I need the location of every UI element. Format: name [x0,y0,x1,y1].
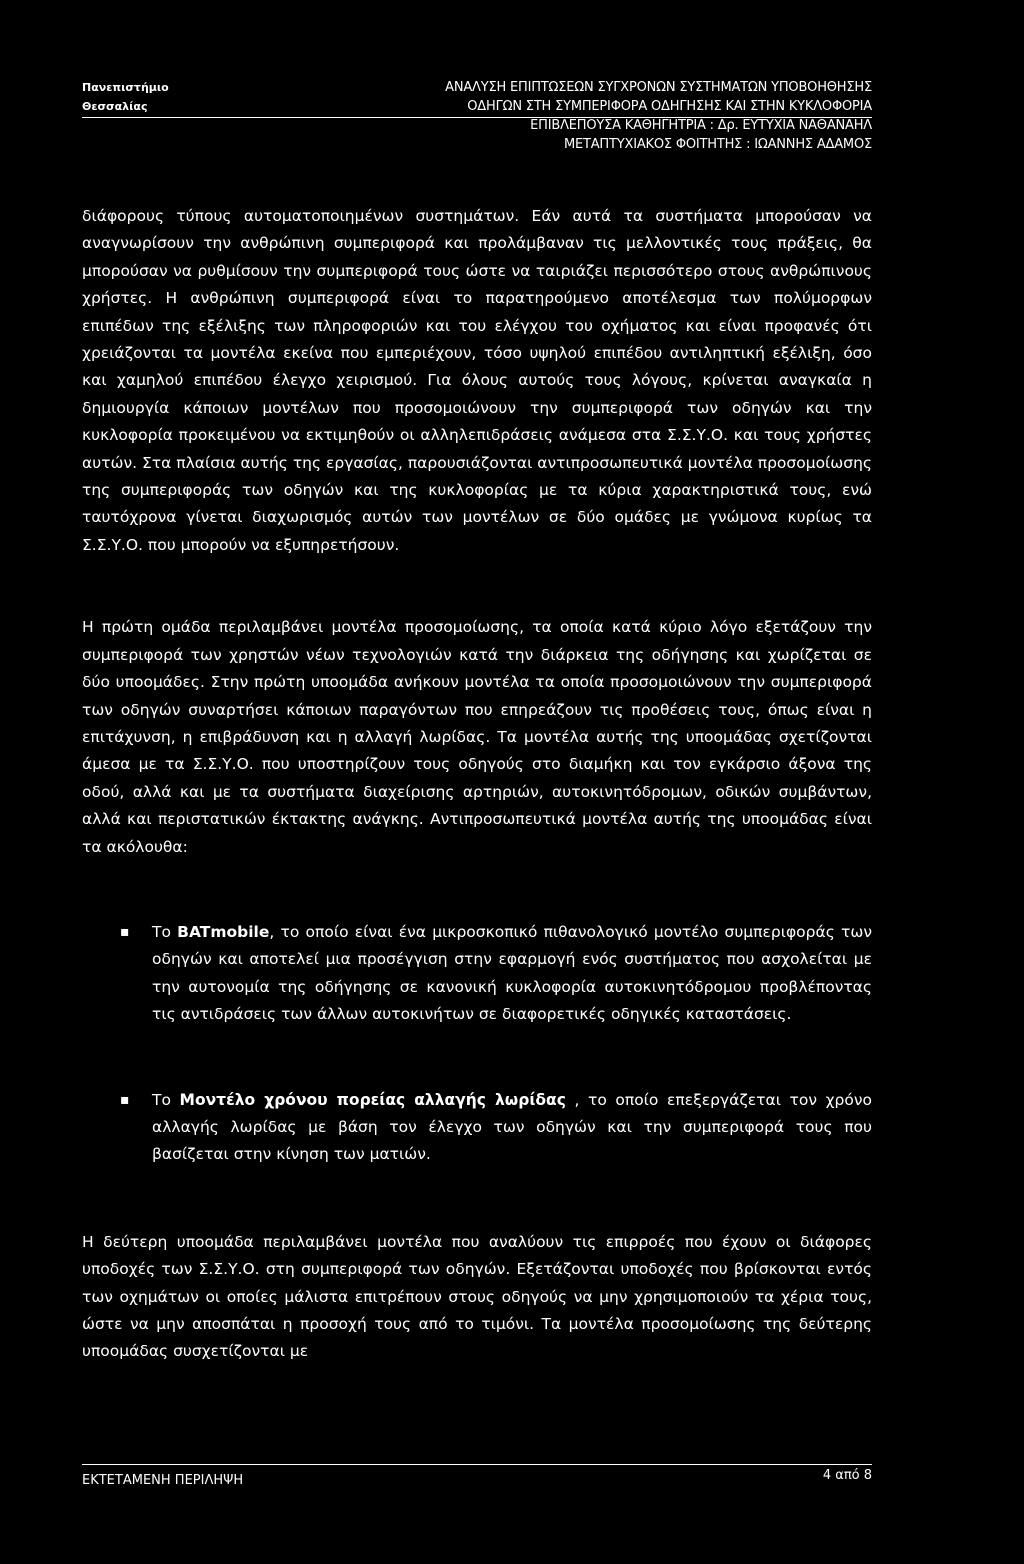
bullet-1-prefix: Το [152,922,178,941]
footer-rule [82,1464,872,1465]
bullet-icon: ▪ [120,1091,130,1108]
header-rule [82,117,872,118]
bullet-2-text: , το οποίο επεξεργάζεται τον χρόνο αλλαγής λωρίδας με βάση τον έλεγχο των οδηγών και την συμπεριφορά τους που βασίζεται στην κίνηση των ματιών. [152,1090,872,1164]
institution-line-1: Πανεπιστήμιο [82,81,169,94]
paragraph-3: Η δεύτερη υποομάδα περιλαμβάνει μοντέλα που αναλύουν τις επιρροές που έχουν οι διάφορες υποδοχές των Σ.Σ.Υ.Ο. στη συμπεριφορά των οδηγών. Εξετάζονται υποδοχές που βρίσκονται εντός των οχημάτων οι οποίες μάλιστα επιτρέπουν στους οδηγούς να μην χρησιμοποιούν τα χέρια τους, ώστε να μην αποσπάται η προσοχή τους από το τιμόνι. Τα μοντέλα προσομοίωσης της δεύτερης υποομάδας συσχετίζονται με [82,1232,872,1361]
body-text [82,203,872,1366]
bullet-1-term: BATmobile [177,922,270,941]
bullet-item-batmobile [82,919,872,1029]
paragraph-2: Η πρώτη ομάδα περιλαμβάνει μοντέλα προσομοίωσης, τα οποία κατά κύριο λόγο εξετάζουν την συμπεριφορά των χρηστών νέων τεχνολογιών κατά την διάρκεια της οδήγησης και χωρίζεται σε δύο υποομάδες. Στην πρώτη υποομάδα ανήκουν μοντέλα τα οποία προσομοιώνουν την συμπεριφορά των οδηγών συναρτήσει κάποιων παραγόντων που επηρεάζουν τις προθέσεις τους, όπως είναι η επιτάχυνση, η επιβράδυνση και η αλλαγή λωρίδας. Τα μοντέλα αυτής της υποομάδας σχετίζονται άμεσα με τα Σ.Σ.Υ.Ο. που υποστηρίζουν τους οδηγούς στο διαμήκη και τον εγκάρσιο άξονα της οδού, αλλά και με τα συστήματα διαχείρισης αρτηριών, αυτοκινητόδρομων, οδικών συμβάντων, αλλά και περιστατικών έκτακτης ανάγκης. Αντιπροσωπευτικά μοντέλα αυτής της υποομάδας είναι τα ακόλουθα: [82,618,872,856]
bullet-icon: ▪ [120,923,130,940]
thesis-title-line-2: ΟΔΗΓΩΝ ΣΤΗ ΣΥΜΠΕΡΙΦΟΡΑ ΟΔΗΓΗΣΗΣ ΚΑΙ ΣΤΗΝ ΚΥΚΛΟΦΟΡΙΑ [467,99,872,114]
running-header [445,78,872,154]
bullet-2-term: Μοντέλο χρόνου πορείας αλλαγής λωρίδας [179,1090,566,1109]
student-line: ΜΕΤΑΠΤΥΧΙΑΚΟΣ ΦΟΙΤΗΤΗΣ : ΙΩΑΝΝΗΣ ΑΔΑΜΟΣ [563,137,872,152]
paragraph-1: διάφορους τύπους αυτοματοποιημένων συστημάτων. Εάν αυτά τα συστήματα μπορούσαν να αναγνωρίσουν την ανθρώπινη συμπεριφορά και προλάμβαναν τις μελλοντικές τους πράξεις, θα μπορούσαν να ρυθμίσουν την συμπεριφορά τους ώστε να ταιριάζει περισσότερο στους ανθρώπινους χρήστες. Η ανθρώπινη συμπεριφορά είναι το παρατηρούμενο αποτέλεσμα των πολύμορφων επιπέδων της εξέλιξης των πληροφοριών και του ελέγχου του οχήματος και είναι προφανές ότι χρειάζονται τα μοντέλα εκείνα που εμπεριέχουν, τόσο υψηλού επιπέδου αντιληπτική εξέλιξη, όσο και χαμηλού επιπέδου έλεγχο χειρισμού. Για όλους αυτούς τους λόγους, κρίνεται αναγκαία η δημιουργία κάποιων μοντέλων που προσομοιώνουν την συμπεριφορά των οδηγών και την κυκλοφορία προκειμένου να εκτιμηθούν οι αλληλεπιδράσεις ανάμεσα στα Σ.Σ.Υ.Ο. και τους χρήστες αυτών. Στα πλαίσια αυτής της εργασίας, παρουσιάζονται αντιπροσωπευτικά μοντέλα προσομοίωσης της συμπεριφοράς των οδηγών και της κυκλοφορίας με τα κύρια χαρακτηριστικά τους, ενώ ταυτόχρονα γίνεται διαχωρισμός αυτών των μοντέλων σε δύο ομάδες με γνώμονα κυρίως τα Σ.Σ.Υ.Ο. που μπορούν να εξυπηρετήσουν. [82,207,873,554]
institution [82,78,169,116]
institution-line-2: Θεσσαλίας [82,100,148,113]
bullet-item-lane-change [82,1087,872,1169]
thesis-title-line-1: ΑΝΑΛΥΣΗ ΕΠΙΠΤΩΣΕΩΝ ΣΥΓΧΡΟΝΩΝ ΣΥΣΤΗΜΑΤΩΝ ΥΠΟΒΟΗΘΗΣΗΣ [445,80,872,95]
bullet-1-text: , το οποίο είναι ένα μικροσκοπικό πιθανολογικό μοντέλο συμπεριφοράς των οδηγών και αποτελεί μια προσέγγιση στην εφαρμογή ενός συστήματος που ασχολείται με την αυτονομία της οδήγησης σε κανονική κυκλοφορία αυτοκινητόδρομου προβλέποντας τις αντιδράσεις των άλλων αυτοκινήτων σε διαφορετικές οδηγικές καταστάσεις. [152,922,872,1024]
bullet-2-prefix: Το [152,1090,180,1109]
page-number: 4 από 8 [822,1468,872,1483]
supervisor-line: ΕΠΙΒΛΕΠΟΥΣΑ ΚΑΘΗΓΗΤΡΙΑ : Δρ. ΕΥΤΥΧΙΑ ΝΑΘΑΝΑΗΛ [530,118,872,133]
footer-title: ΕΚΤΕΤΑΜΕΝΗ ΠΕΡΙΛΗΨΗ [82,1473,244,1488]
